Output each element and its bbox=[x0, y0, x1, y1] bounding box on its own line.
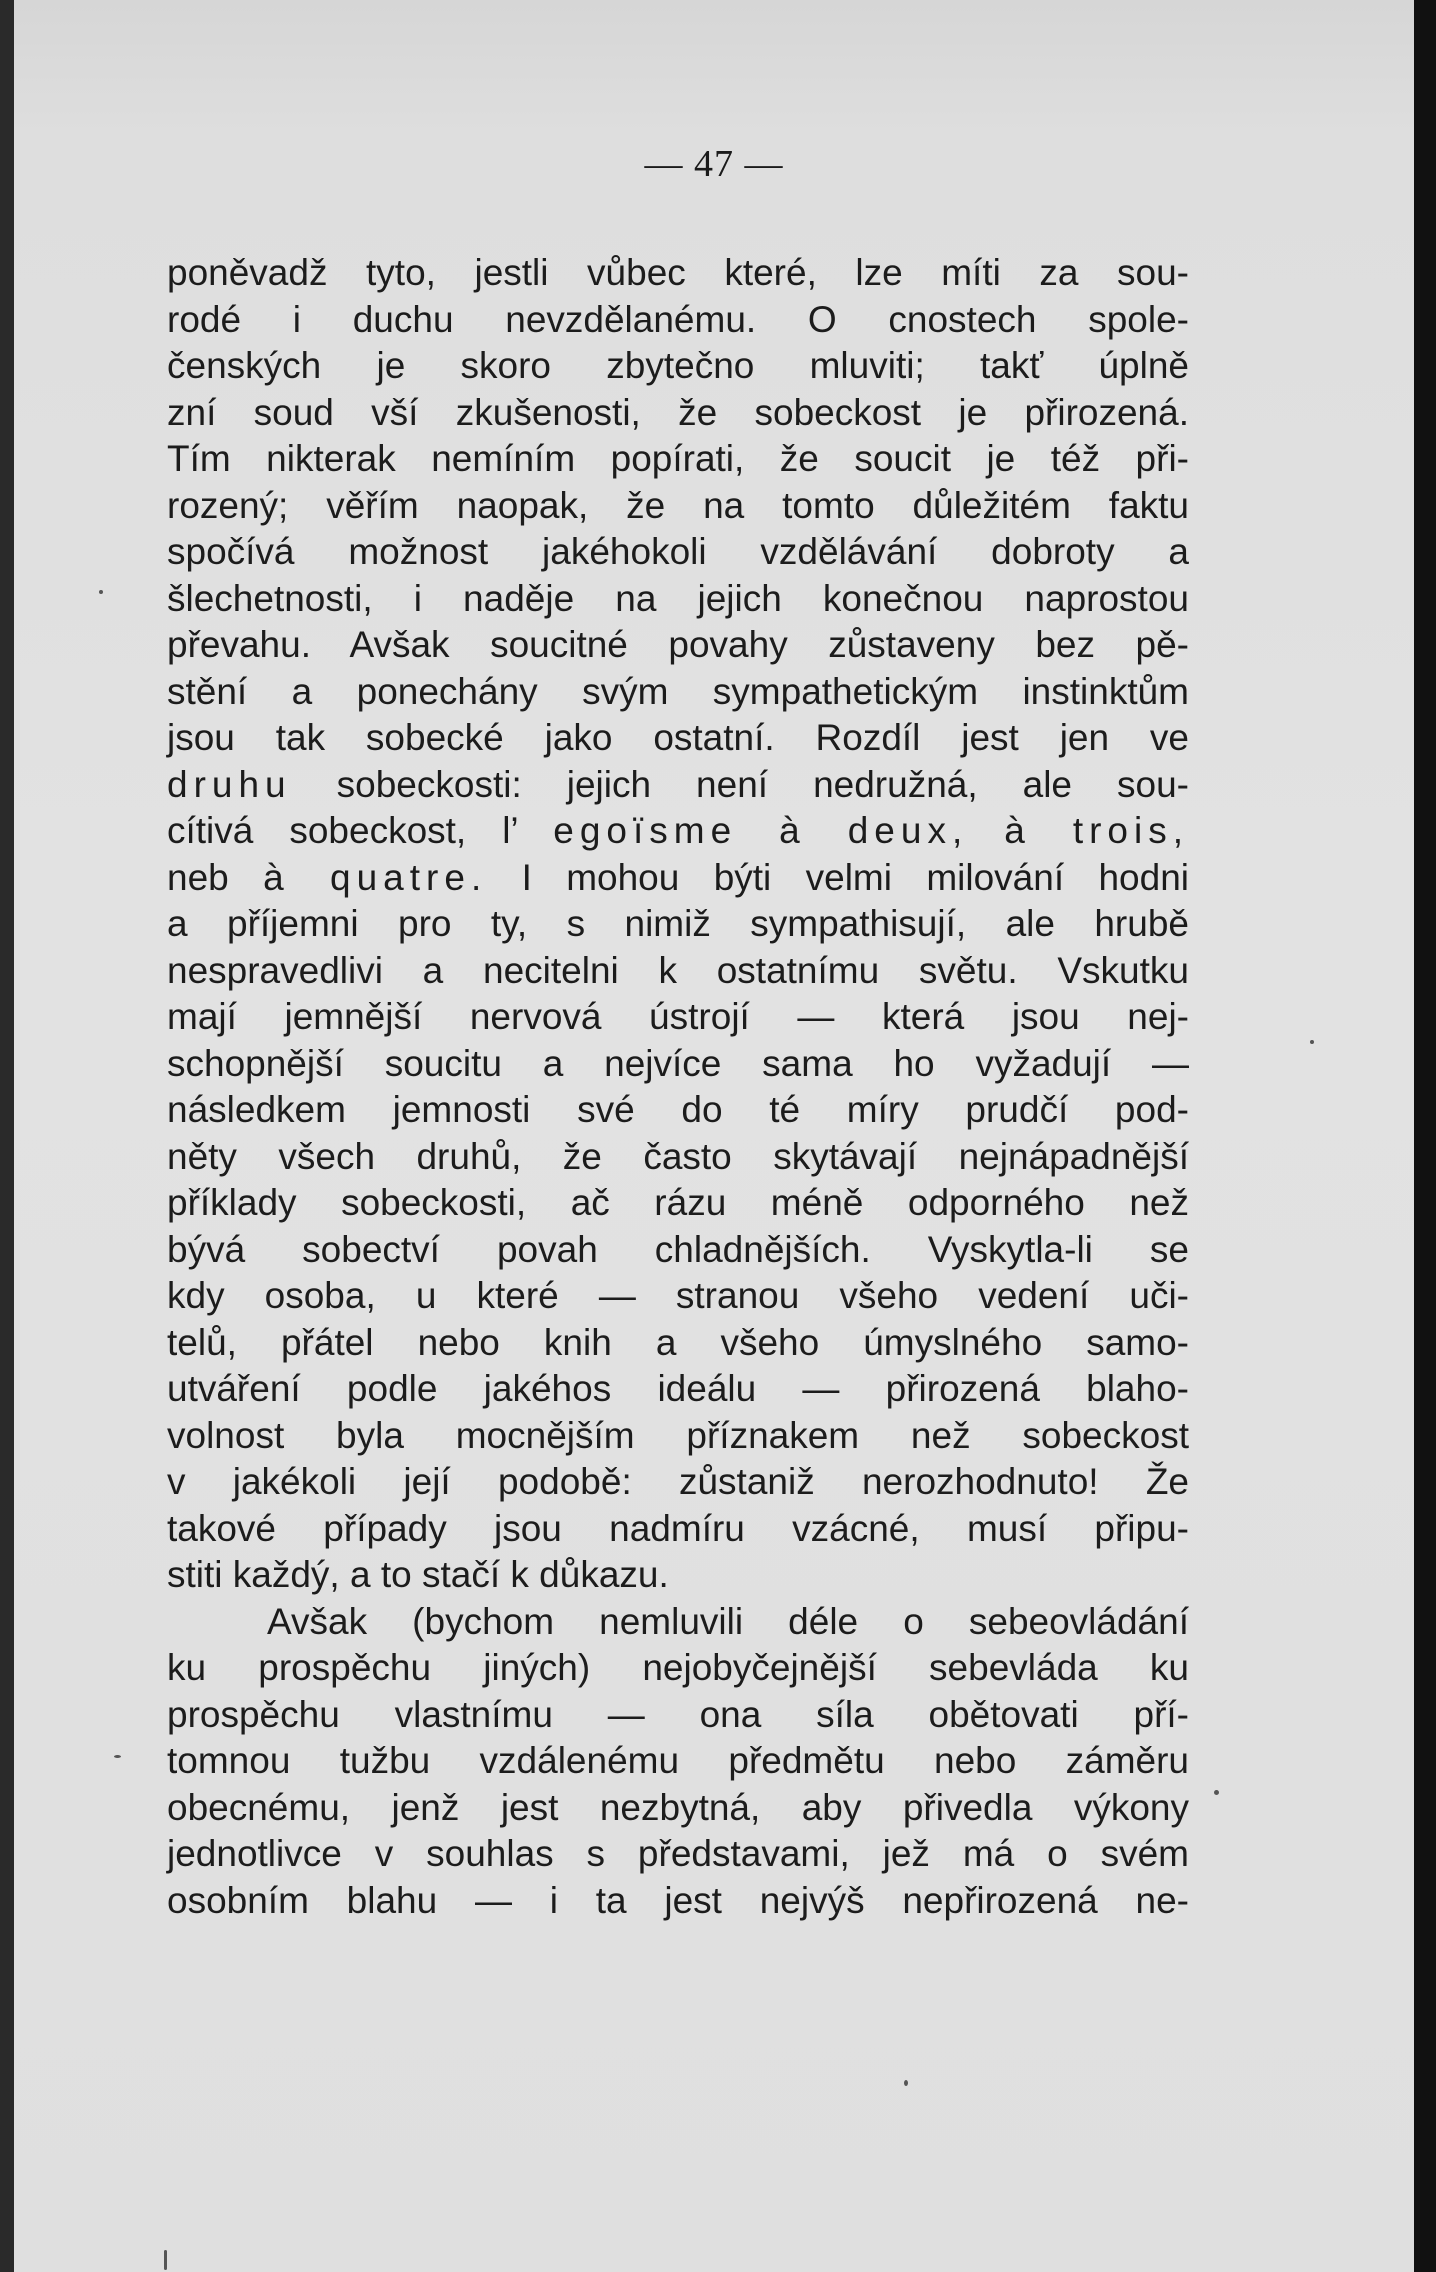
text-line: něty všech druhů, že často skytávají nejnápadnější bbox=[167, 1135, 1189, 1177]
text-line bbox=[167, 762, 1189, 809]
text-line: spočívá možnost jakéhokoli vzdělávání dobroty a bbox=[167, 531, 1189, 572]
text-line: schopnější soucitu a nejvíce sama ho vyžadují — bbox=[167, 1042, 1189, 1084]
text-line: rodé i duchu nevzdělanému. O cnostech spole- bbox=[167, 298, 1189, 340]
scan-speck bbox=[164, 2250, 167, 2270]
book-page bbox=[14, 0, 1414, 2272]
text-line: šlechetnosti, i naděje na jejich konečnou naprostou bbox=[167, 577, 1189, 619]
scan-left-edge bbox=[0, 0, 14, 2272]
scan-right-edge bbox=[1414, 0, 1436, 2272]
text-line: příklady sobeckosti, ač rázu méně odporného než bbox=[167, 1182, 1189, 1223]
text-line: mají jemnější nervová ústrojí — která jsou nej- bbox=[167, 996, 1189, 1037]
line-text: I mohou býti velmi milování hodni bbox=[487, 856, 1189, 898]
spaced-word: druhu bbox=[167, 763, 292, 805]
paragraph-first-line: Avšak (bychom nemluvili déle o sebeovládání bbox=[267, 1600, 1189, 1642]
spaced-phrase: à quatre. bbox=[263, 856, 488, 898]
text-line: čenských je skoro zbytečno mluviti; takť úplně bbox=[167, 345, 1189, 386]
text-line: kdy osoba, u které — stranou všeho vedení uči- bbox=[167, 1275, 1189, 1316]
text-line: jsou tak sobecké jako ostatní. Rozdíl jest jen ve bbox=[167, 717, 1189, 758]
text-line: obecnému, jenž jest nezbytná, aby přivedla výkony bbox=[167, 1786, 1189, 1828]
page-number: — 47 — bbox=[644, 143, 784, 185]
text-line: v jakékoli její podobě: zůstaniž nerozhodnuto! Že bbox=[167, 1461, 1189, 1502]
text-line: nespravedlivi a necitelni k ostatnímu světu. Vskutku bbox=[167, 949, 1189, 991]
spaced-phrase: egoïsme à deux, bbox=[553, 810, 969, 851]
text-line bbox=[167, 808, 1189, 855]
text-line: bývá sobectví povah chladnějších. Vyskytla-li se bbox=[167, 1228, 1189, 1270]
text-line: rozený; věřím naopak, že na tomto důležitém faktu bbox=[167, 484, 1189, 526]
text-line: převahu. Avšak soucitné povahy zůstaveny bez pě- bbox=[167, 624, 1189, 665]
text-line: zní soud vší zkušenosti, že sobeckost je přirozená. bbox=[167, 391, 1189, 433]
line-text bbox=[968, 810, 1004, 851]
text-line: následkem jemnosti své do té míry prudčí pod- bbox=[167, 1089, 1189, 1130]
scan-speck bbox=[1310, 1040, 1314, 1044]
text-line: stění a ponechány svým sympathetickým instinktům bbox=[167, 670, 1189, 712]
line-text: cítivá sobeckost, l’ bbox=[167, 810, 554, 851]
scan-speck bbox=[1214, 1790, 1219, 1795]
body-text bbox=[167, 250, 1189, 1924]
spaced-phrase: à trois, bbox=[1004, 810, 1189, 851]
text-line: telů, přátel nebo knih a všeho úmyslného samo- bbox=[167, 1321, 1189, 1363]
scan-speck bbox=[99, 590, 103, 594]
text-line: takové případy jsou nadmíru vzácné, musí připu- bbox=[167, 1507, 1189, 1549]
scan-speck bbox=[904, 2080, 908, 2086]
text-line: poněvadž tyto, jestli vůbec které, lze míti za sou- bbox=[167, 252, 1189, 293]
scan-speck bbox=[114, 1755, 121, 1758]
text-line: ku prospěchu jiných) nejobyčejnější sebevláda ku bbox=[167, 1647, 1189, 1688]
text-line: jednotlivce v souhlas s představami, jež má o svém bbox=[167, 1833, 1189, 1874]
text-line: prospěchu vlastnímu — ona síla obětovati pří- bbox=[167, 1693, 1189, 1735]
line-text: sobeckosti: jejich není nedružná, ale sou- bbox=[291, 763, 1189, 805]
text-line: utváření podle jakéhos ideálu — přirozená blaho- bbox=[167, 1368, 1189, 1409]
text-line: osobním blahu — i ta jest nejvýš nepřirozená ne- bbox=[167, 1879, 1189, 1921]
text-line: tomnou tužbu vzdálenému předmětu nebo záměru bbox=[167, 1740, 1189, 1781]
paragraph-last-line: stiti každý, a to stačí k důkazu. bbox=[167, 1554, 669, 1595]
text-line: Tím nikterak nemíním popírati, že soucit je též při- bbox=[167, 438, 1189, 479]
text-line: volnost byla mocnějším příznakem než sobeckost bbox=[167, 1414, 1189, 1456]
text-line: a příjemni pro ty, s nimiž sympathisují, ale hrubě bbox=[167, 903, 1189, 944]
line-text: neb bbox=[167, 856, 264, 898]
text-line bbox=[167, 855, 1189, 902]
